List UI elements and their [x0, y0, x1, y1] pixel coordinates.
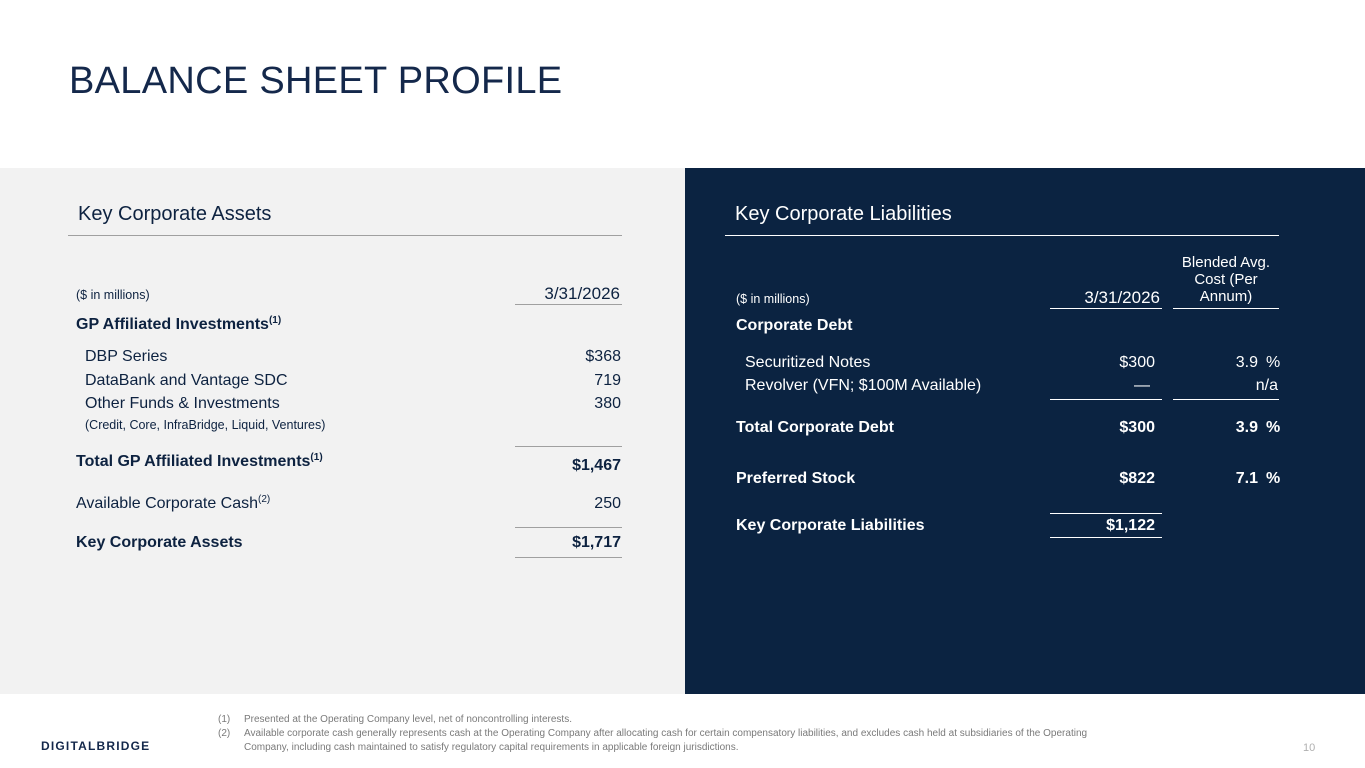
liabilities-units-label: ($ in millions): [736, 292, 810, 306]
securitized-notes-label: Securitized Notes: [745, 354, 871, 371]
total-debt-value: $300: [1119, 419, 1155, 436]
key-liabilities-label: Key Corporate Liabilities: [736, 517, 925, 534]
digitalbridge-logo: DIGITALBRIDGE: [41, 739, 151, 753]
assets-units-label: ($ in millions): [76, 288, 150, 302]
debt-subtotal-rule: [1050, 399, 1162, 400]
revolver-label: Revolver (VFN; $100M Available): [745, 377, 982, 394]
assets-total-top-rule: [515, 527, 622, 528]
assets-heading-rule: [68, 235, 622, 236]
assets-date-rule: [515, 304, 622, 305]
cost-column-header: Blended Avg. Cost (Per Annum): [1181, 254, 1271, 305]
assets-date-header: 3/31/2026: [544, 284, 620, 303]
securitized-notes-cost: 3.9: [1235, 354, 1258, 371]
liabilities-total-bottom-rule: [1050, 537, 1162, 538]
preferred-stock-cost: 7.1: [1235, 470, 1258, 487]
total-gp-value: $1,467: [572, 457, 621, 474]
footnote-1: (1) Presented at the Operating Company level, net of noncontrolling interests.: [218, 714, 572, 725]
total-debt-cost: 3.9: [1235, 419, 1258, 436]
databank-label: DataBank and Vantage SDC: [85, 372, 288, 389]
securitized-notes-value: $300: [1119, 354, 1155, 371]
footnote-2: (2) Available corporate cash generally represents cash at the Operating Company after allocating cash for certain compensatory liabilities, and excludes cash held at subsidiaries of the Operating: [218, 728, 1088, 739]
page-number: 10: [1303, 742, 1316, 754]
cash-label: Available Corporate Cash$^{(2)}$: [76, 494, 271, 512]
liabilities-date-rule: [1050, 308, 1162, 309]
liabilities-total-top-rule: [1050, 513, 1162, 514]
key-assets-label: Key Corporate Assets: [76, 534, 243, 551]
preferred-stock-pct: %: [1266, 470, 1281, 487]
page-title: BALANCE SHEET PROFILE: [69, 60, 563, 102]
preferred-stock-label: Preferred Stock: [736, 470, 856, 487]
cash-value: 250: [594, 495, 621, 512]
gp-total-rule: [515, 446, 622, 447]
liabilities-heading: Key Corporate Liabilities: [735, 203, 952, 225]
other-funds-note: (Credit, Core, InfraBridge, Liquid, Ventures): [85, 418, 326, 432]
corporate-debt-header: Corporate Debt: [736, 317, 853, 334]
assets-heading: Key Corporate Assets: [78, 203, 272, 225]
revolver-cost: n/a: [1255, 377, 1278, 394]
databank-value: 719: [594, 372, 621, 389]
assets-total-bottom-rule: [515, 557, 622, 558]
liabilities-heading-rule: [725, 235, 1279, 236]
dbp-series-label: DBP Series: [85, 348, 168, 365]
liabilities-date-header: 3/31/2026: [1084, 288, 1160, 307]
key-liabilities-value: $1,122: [1106, 517, 1155, 534]
total-debt-label: Total Corporate Debt: [736, 419, 894, 436]
total-debt-pct: %: [1266, 419, 1281, 436]
cost-header-rule: [1173, 308, 1279, 309]
gp-affiliated-header: GP Affiliated Investments$^{(1)}$: [76, 315, 282, 333]
debt-cost-subtotal-rule: [1173, 399, 1279, 400]
dbp-series-value: $368: [585, 348, 621, 365]
revolver-value: —: [1134, 377, 1150, 394]
other-funds-value: 380: [594, 395, 621, 412]
total-gp-label: Total GP Affiliated Investments$^{(1)}$: [76, 452, 323, 470]
securitized-notes-pct: %: [1266, 354, 1281, 371]
key-assets-value: $1,717: [572, 534, 621, 551]
footnote-2-continued: Company, including cash maintained to satisfy regulatory capital requirements in applicable foreign jurisdictions.: [244, 742, 739, 753]
preferred-stock-value: $822: [1119, 470, 1155, 487]
other-funds-label: Other Funds & Investments: [85, 395, 280, 412]
